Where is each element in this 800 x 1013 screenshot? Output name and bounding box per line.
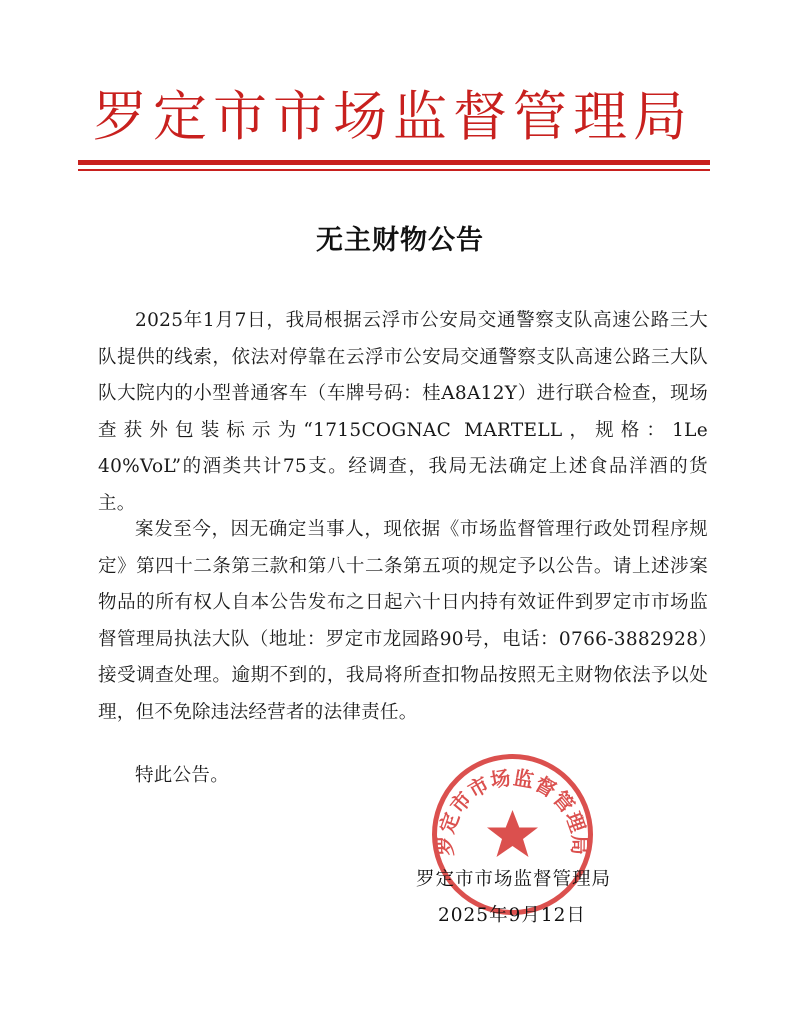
signature-org-name: 罗定市市场监督管理局 [416, 869, 612, 890]
letterhead-rule-thin [78, 169, 710, 171]
seal-star-icon [487, 810, 538, 857]
letterhead-org-name: 罗定市市场监督管理局 [93, 85, 693, 148]
notice-paragraph-2: 案发至今，因无确定当事人，现依据《市场监督管理行政处罚程序规定》第四十二条第三款和第八十二条第五项的规定予以公告。请上述涉案物品的所有权人自本公告发布之日起六十日内持有效证件到罗定市市场监督管理局执法大队（地址：罗定市龙园路90号，电话：0766-3882928）接受调查处理。逾期不到的，我局将所查扣物品按照无主财物依法予以处理，但不免除违法经营者的法律责任。 [98, 519, 708, 723]
signature-date: 2025年9月12日 [438, 905, 586, 926]
notice-paragraph-3: 特此公告。 [135, 765, 230, 786]
official-seal-stamp [430, 752, 595, 917]
seal-text: 罗定市市场监督管理局 [433, 765, 592, 856]
notice-paragraph-1: 2025年1月7日，我局根据云浮市公安局交通警察支队高速公路三大队提供的线索，依法对停靠在云浮市公安局交通警察支队高速公路三大队队大院内的小型普通客车（车牌号码：桂A8A12Y）进行联合检查，现场查获外包装标示为“1715COGNAC MARTELL，规格：1Le 40%VoL”的酒类共计75支。经调查，我局无法确定上述食品洋酒的货主。 [98, 310, 708, 514]
letterhead-rule-thick [78, 160, 710, 165]
notice-title: 无主财物公告 [316, 225, 484, 256]
